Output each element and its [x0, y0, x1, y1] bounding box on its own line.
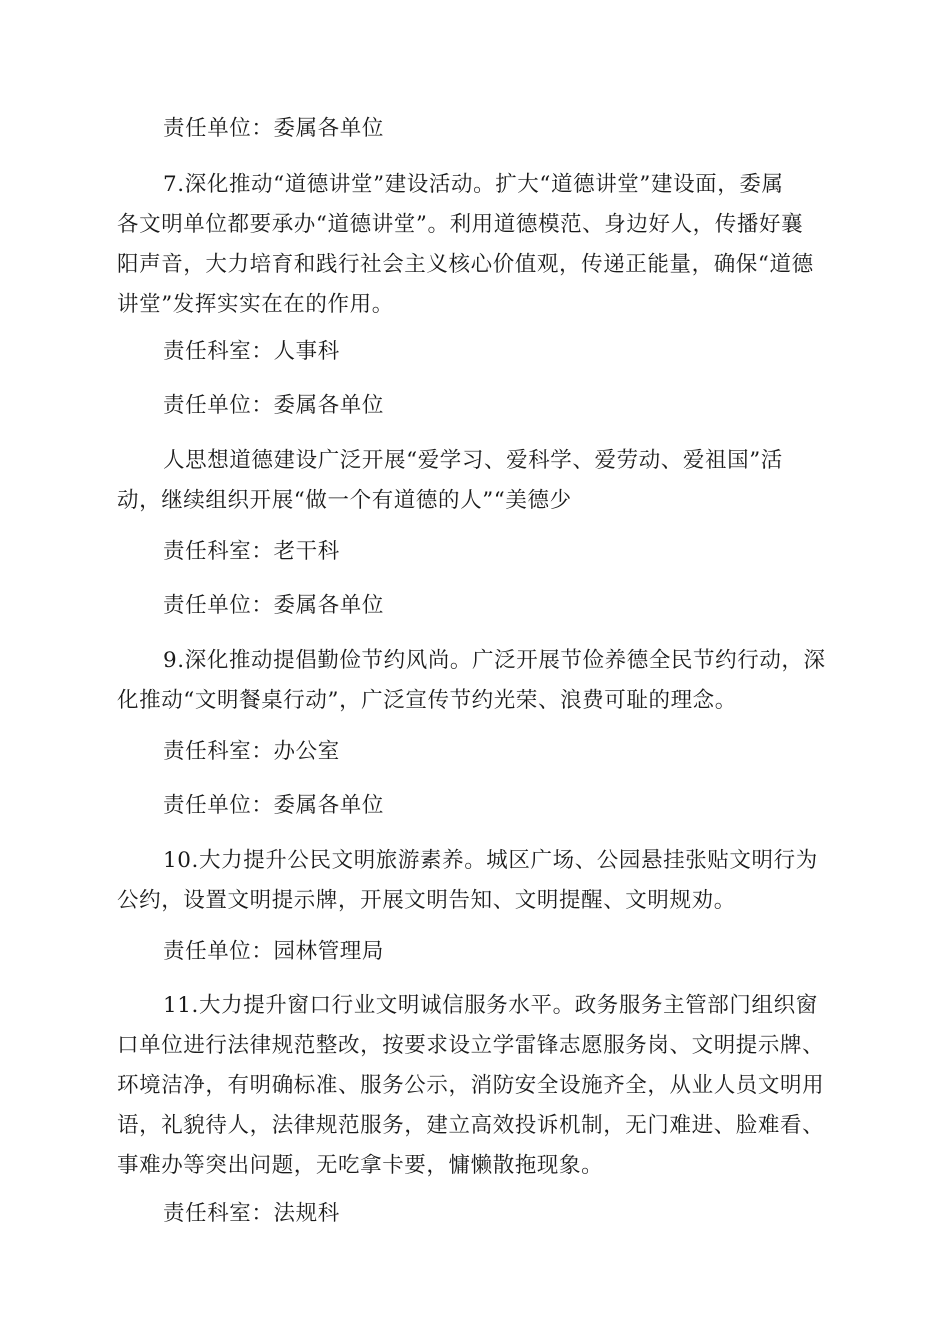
text-line: 化推动“文明餐桌行动”，广泛宣传节约光荣、浪费可耻的理念。	[117, 688, 737, 713]
text-line: 各文明单位都要承办“道德讲堂”。利用道德模范、身边好人，传播好襄	[117, 212, 804, 237]
text-line: 责任科室：人事科	[163, 339, 340, 364]
text-line: 责任科室：办公室	[163, 739, 340, 764]
text-line: 责任科室：老干科	[163, 539, 340, 564]
text-line: 事难办等突出问题，无吃拿卡要，慵懒散拖现象。	[117, 1153, 604, 1178]
text-line: 7.深化推动“道德讲堂”建设活动。扩大“道德讲堂”建设面，委属	[163, 172, 784, 197]
text-line: 11.大力提升窗口行业文明诚信服务水平。政务服务主管部门组织窗	[163, 993, 818, 1018]
responsibility-unit-line	[117, 586, 837, 626]
responsibility-office-line	[117, 1194, 837, 1234]
item-7-paragraph	[117, 165, 837, 325]
text-line: 语，礼貌待人，法律规范服务，建立高效投诉机制，无门难进、脸难看、	[117, 1113, 825, 1138]
item-11-paragraph	[117, 986, 837, 1186]
text-line: 责任科室：法规科	[163, 1201, 340, 1226]
text-line: 环境洁净，有明确标准、服务公示，消防安全设施齐全，从业人员文明用	[117, 1073, 825, 1098]
responsibility-unit-line	[117, 786, 837, 826]
responsibility-unit-line	[117, 109, 837, 149]
responsibility-unit-line	[117, 932, 837, 972]
item-9-paragraph	[117, 641, 837, 721]
text-line: 动，继续组织开展“做一个有道德的人”“美德少	[117, 488, 572, 513]
text-line: 口单位进行法律规范整改，按要求设立学雷锋志愿服务岗、文明提示牌、	[117, 1033, 825, 1058]
moral-construction-paragraph	[117, 441, 837, 521]
responsibility-unit-line	[117, 386, 837, 426]
responsibility-office-line	[117, 732, 837, 772]
text-line: 责任单位：园林管理局	[163, 939, 385, 964]
responsibility-office-line	[117, 332, 837, 372]
text-line: 责任单位：委属各单位	[163, 116, 385, 141]
text-line: 责任单位：委属各单位	[163, 593, 385, 618]
text-line: 责任单位：委属各单位	[163, 393, 385, 418]
responsibility-office-line	[117, 532, 837, 572]
text-line: 9.深化推动提倡勤俭节约风尚。广泛开展节俭养德全民节约行动，深	[163, 648, 826, 673]
text-line: 10.大力提升公民文明旅游素养。城区广场、公园悬挂张贴文明行为	[163, 848, 818, 873]
text-line: 公约，设置文明提示牌，开展文明告知、文明提醒、文明规劝。	[117, 888, 736, 913]
text-line: 阳声音，大力培育和践行社会主义核心价值观，传递正能量，确保“道德	[117, 252, 814, 277]
text-line: 讲堂”发挥实实在在的作用。	[117, 292, 394, 317]
item-10-paragraph	[117, 841, 837, 921]
text-line: 人思想道德建设广泛开展“爱学习、爱科学、爱劳动、爱祖国”活	[163, 448, 783, 473]
text-line: 责任单位：委属各单位	[163, 793, 385, 818]
